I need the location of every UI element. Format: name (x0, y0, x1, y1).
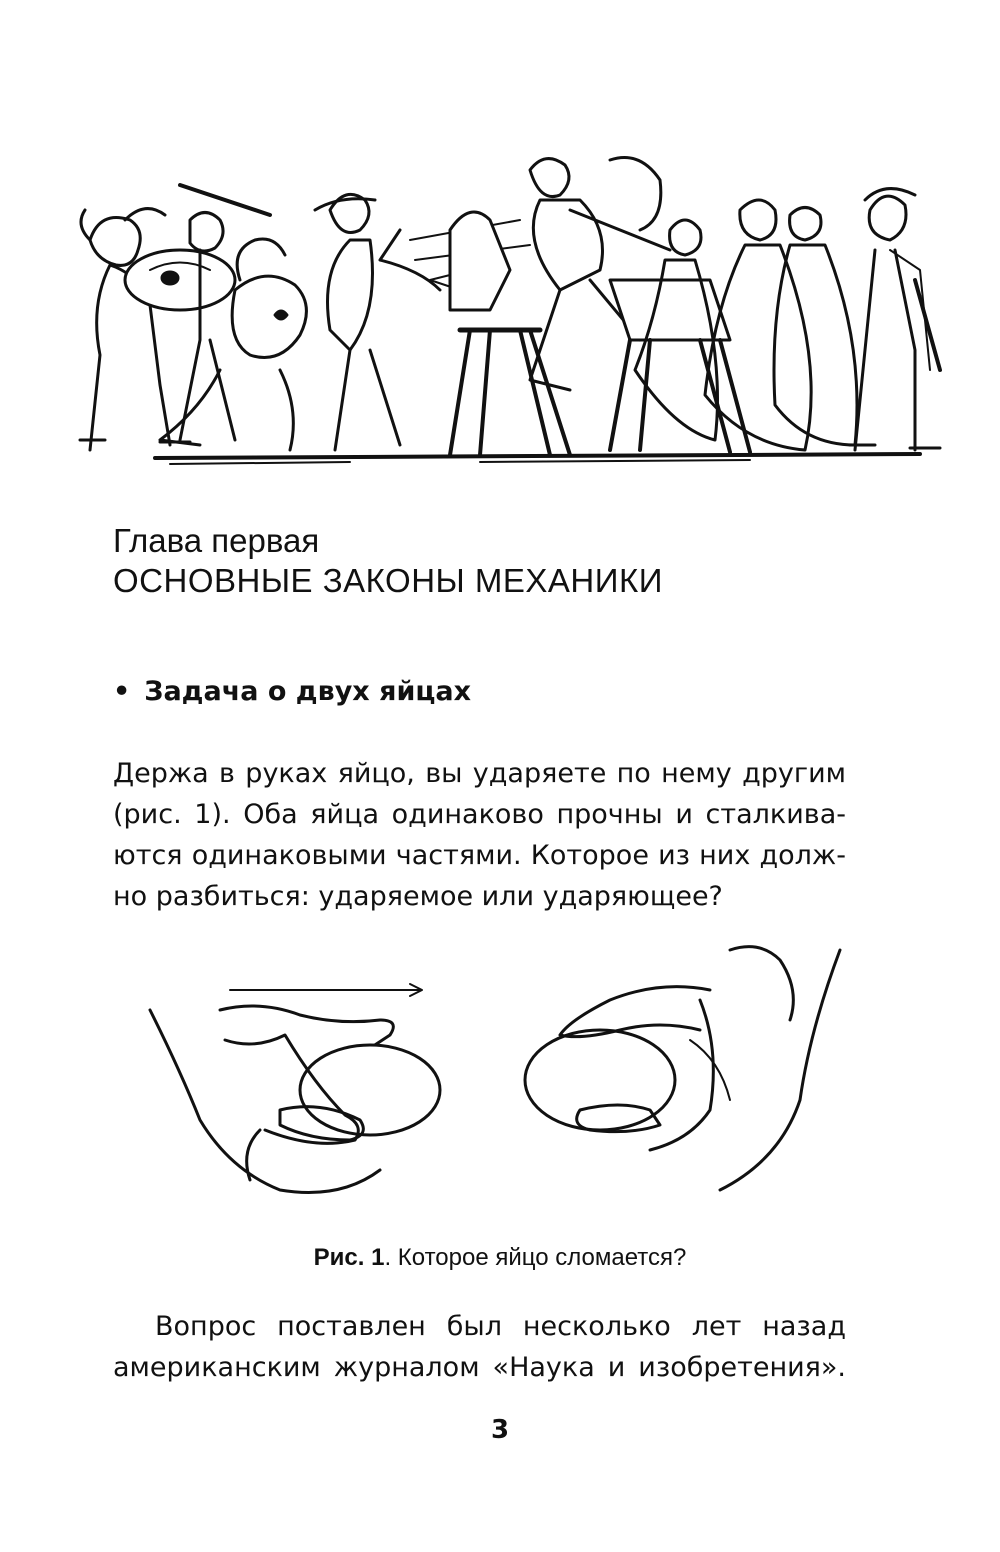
paragraph-line: Вопрос поставлен был несколько лет назад (155, 1311, 846, 1342)
chapter-header-illustration (50, 140, 950, 470)
paragraph-problem (113, 753, 846, 917)
paragraph-line: (рис. 1). Оба яйца одинаково прочны и сталкива- (113, 799, 846, 830)
chapter-label: Глава первая (113, 522, 320, 559)
figure-caption-label: Рис. 1 (313, 1244, 385, 1271)
figure-hands-eggs-illustration (130, 930, 860, 1200)
page-number: 3 (490, 1415, 510, 1445)
paragraph-line: американским журналом «Наука и изобретения». (113, 1352, 846, 1383)
figure-caption (0, 1244, 1000, 1272)
paragraph-line: ются одинаковыми частями. Которое из них долж- (113, 840, 846, 871)
bullet: • (113, 676, 131, 707)
paragraph-line: но разбиться: ударяемое или ударяющее? (113, 881, 723, 912)
figure-caption-text: . Которое яйцо сломается? (384, 1244, 687, 1271)
paragraph-answer-intro (113, 1306, 846, 1388)
chapter-title: ОСНОВНЫЕ ЗАКОНЫ МЕХАНИКИ (113, 562, 663, 599)
section-heading (113, 676, 471, 707)
section-heading-text: Задача о двух яйцах (144, 676, 472, 707)
paragraph-line: Держа в руках яйцо, вы ударяете по нему другим (113, 758, 846, 789)
